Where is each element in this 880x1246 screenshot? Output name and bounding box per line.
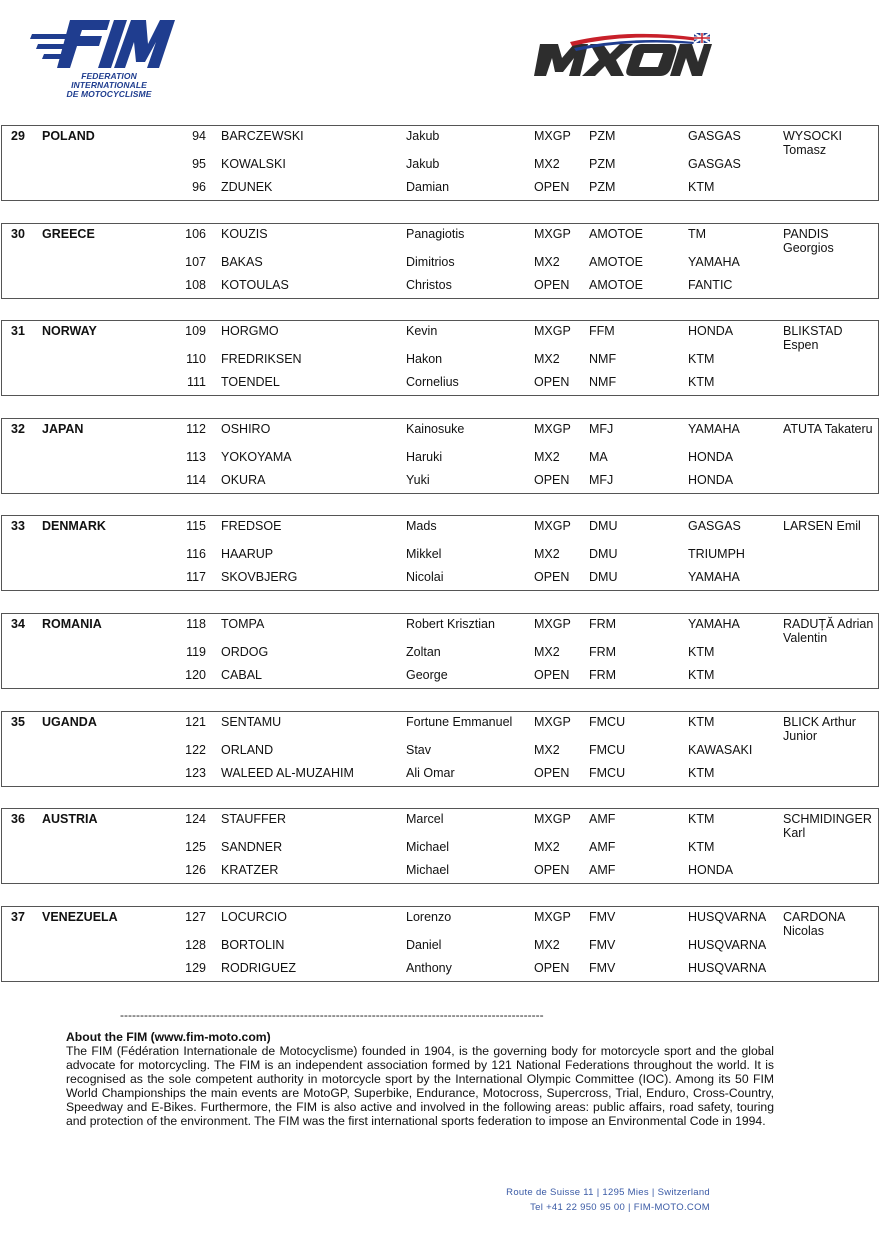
rider-class: OPEN [534,960,570,975]
rider-first-name: Mads [406,519,437,534]
rider-number: 112 [186,421,206,436]
rider-last-name: KOTOULAS [221,277,289,292]
rider-first-name: Mikkel [406,547,442,562]
rider-first-name: Zoltan [406,645,441,659]
rider-class: MX2 [534,742,560,757]
rider-first-name: Yuki [406,472,430,487]
rider-first-name: Michael [406,840,450,855]
rider-brand: YAMAHA [688,254,740,269]
rider-brand: TRIUMPH [688,547,745,562]
rider-number: 122 [185,742,206,757]
team-block [1,808,879,884]
rider-last-name: RODRIGUEZ [221,960,296,975]
rider-federation: FMV [589,909,616,924]
rider-brand: KTM [688,714,715,729]
rider-last-name: BAKAS [221,254,263,269]
rider-class: MXGP [534,129,571,143]
rider-class: MX2 [534,157,560,171]
team-block [1,906,879,982]
rider-number: 116 [186,547,206,562]
rider-class: OPEN [534,668,570,682]
rider-first-name: Jakub [406,157,440,171]
footer-address: Route de Suisse 11 | 1295 Mies | Switzerland [506,1187,710,1198]
team-block [1,418,879,494]
rider-first-name: Daniel [406,937,442,952]
rider-first-name: Ali Omar [406,765,455,780]
rider-class: OPEN [534,180,570,194]
rider-class: MXGP [534,519,571,534]
rider-last-name: SENTAMU [221,714,282,729]
rider-first-name: Fortune Emmanuel [406,714,513,729]
rider-last-name: HORGMO [221,324,279,339]
rider-first-name: Michael [406,863,450,878]
team-nation: GREECE [42,226,95,241]
rider-number: 110 [186,352,206,367]
rider-last-name: WALEED AL-MUZAHIM [221,765,354,780]
rider-brand: HONDA [688,863,734,878]
team-block [1,320,879,396]
team-manager: SCHMIDINGER Karl [783,812,872,841]
rider-federation: MA [589,449,608,464]
rider-first-name: Damian [406,180,450,194]
rider-federation: PZM [589,129,616,143]
rider-last-name: STAUFFER [221,812,287,827]
rider-brand: HUSQVARNA [688,960,767,975]
rider-first-name: Anthony [406,960,452,975]
rider-first-name: Dimitrios [406,254,455,269]
fim-subtitle-line2: DE MOTOCYCLISME [66,89,152,99]
rider-last-name: SANDNER [221,840,283,855]
rider-last-name: OSHIRO [221,421,271,436]
team-block [1,711,879,787]
page-footer [430,1185,710,1215]
rider-number: 126 [185,863,206,878]
rider-number: 127 [185,909,206,924]
rider-federation: AMOTOE [589,226,643,241]
team-nation: NORWAY [42,324,97,339]
rider-federation: FMCU [589,714,626,729]
team-manager: BLIKSTAD Espen [783,324,843,353]
about-title: About the FIM (www.fim-moto.com) [66,1030,271,1044]
rider-federation: NMF [589,375,617,390]
rider-last-name: KRATZER [221,863,279,878]
rider-number: 121 [185,714,206,729]
rider-first-name: Robert Krisztian [406,617,495,631]
rider-number: 124 [185,812,206,827]
rider-brand: GASGAS [688,157,741,171]
rider-last-name: KOUZIS [221,226,268,241]
rider-brand: FANTIC [688,277,733,292]
rider-first-name: Marcel [406,812,444,827]
rider-last-name: KOWALSKI [221,157,286,171]
rider-brand: KTM [688,840,715,855]
rider-first-name: Hakon [406,352,443,367]
rider-last-name: HAARUP [221,547,274,562]
rider-first-name: Lorenzo [406,909,452,924]
team-position: 31 [11,324,25,339]
rider-class: OPEN [534,375,570,390]
rider-brand: KTM [688,352,715,367]
rider-federation: FMV [589,960,616,975]
rider-federation: FFM [589,324,615,339]
rider-federation: AMF [589,840,616,855]
rider-number: 128 [185,937,206,952]
rider-number: 118 [186,617,206,631]
rider-class: MXGP [534,421,571,436]
rider-class: MXGP [534,714,571,729]
team-manager: RADUȚĂ Adrian Valentin [783,617,874,645]
rider-last-name: TOENDEL [221,375,280,390]
rider-class: MX2 [534,449,560,464]
rider-class: MX2 [534,254,560,269]
rider-federation: AMF [589,863,616,878]
rider-federation: DMU [589,547,618,562]
rider-first-name: George [406,668,448,682]
section-divider: ---------------------------------------------------------------------------------------------------------- [120,1008,544,1022]
rider-number: 109 [185,324,206,339]
fim-logo-mark [30,14,175,72]
rider-brand: KTM [688,645,715,659]
rider-first-name: Kevin [406,324,438,339]
rider-federation: PZM [589,157,616,171]
rider-last-name: SKOVBJERG [221,570,298,585]
mxon-logo [530,30,712,82]
rider-number: 111 [186,375,206,390]
rider-last-name: ZDUNEK [221,180,273,194]
rider-brand: YAMAHA [688,617,740,631]
rider-first-name: Jakub [406,129,440,143]
rider-class: MX2 [534,645,560,659]
fim-logo-subtitle [44,72,174,99]
rider-class: MXGP [534,617,571,631]
rider-class: OPEN [534,765,570,780]
rider-class: MX2 [534,352,560,367]
rider-class: MX2 [534,840,560,855]
team-block [1,515,879,591]
rider-number: 113 [186,449,206,464]
rider-brand: TM [688,226,707,241]
rider-class: OPEN [534,570,570,585]
rider-brand: HUSQVARNA [688,937,767,952]
footer-contact: Tel +41 22 950 95 00 | FIM-MOTO.COM [530,1202,710,1213]
rider-brand: YAMAHA [688,421,740,436]
team-manager: CARDONA Nicolas [783,909,845,938]
rider-federation: AMF [589,812,616,827]
team-nation: ROMANIA [42,617,102,631]
rider-brand: HONDA [688,449,734,464]
team-nation: UGANDA [42,714,97,729]
rider-class: MXGP [534,812,571,827]
fim-logo [30,14,175,99]
team-nation: AUSTRIA [42,812,98,827]
team-manager: BLICK Arthur Junior [783,714,856,743]
rider-number: 114 [186,472,206,487]
rider-number: 96 [192,180,206,194]
team-position: 37 [11,909,25,924]
rider-brand: KTM [688,765,715,780]
team-position: 32 [11,421,25,436]
team-manager: WYSOCKI Tomasz [783,129,843,157]
rider-first-name: Panagiotis [406,226,465,241]
rider-last-name: LOCURCIO [221,909,287,924]
rider-class: MXGP [534,909,571,924]
team-position: 29 [11,129,25,143]
team-nation: JAPAN [42,421,84,436]
rider-federation: FRM [589,617,617,631]
rider-class: OPEN [534,472,570,487]
rider-first-name: Stav [406,742,432,757]
rider-number: 119 [186,645,206,659]
rider-last-name: YOKOYAMA [221,449,292,464]
rider-brand: KTM [688,375,715,390]
rider-number: 117 [186,570,206,585]
rider-federation: FMCU [589,742,626,757]
rider-brand: GASGAS [688,519,741,534]
team-nation: DENMARK [42,519,106,534]
rider-class: MXGP [534,226,571,241]
rider-first-name: Haruki [406,449,443,464]
team-position: 33 [11,519,25,534]
about-section [66,1030,774,1128]
fim-subtitle-line1: FEDERATION INTERNATIONALE [71,71,147,90]
team-nation: POLAND [42,129,95,143]
rider-last-name: FREDRIKSEN [221,352,302,367]
team-position: 35 [11,714,25,729]
rider-federation: DMU [589,570,618,585]
rider-class: OPEN [534,863,570,878]
rider-class: MX2 [534,547,560,562]
rider-last-name: ORLAND [221,742,274,757]
team-position: 36 [11,812,25,827]
rider-class: OPEN [534,277,570,292]
rider-first-name: Christos [406,277,452,292]
team-block [1,125,879,201]
rider-brand: HONDA [688,472,734,487]
rider-last-name: BORTOLIN [221,937,285,952]
rider-brand: HUSQVARNA [688,909,767,924]
rider-federation: FMCU [589,765,626,780]
team-position: 30 [11,226,25,241]
team-manager: PANDIS Georgios [783,226,834,255]
rider-federation: FRM [589,645,617,659]
rider-federation: FMV [589,937,616,952]
rider-last-name: BARCZEWSKI [221,129,304,143]
rider-last-name: ORDOG [221,645,269,659]
rider-federation: AMOTOE [589,277,643,292]
rider-number: 115 [186,519,206,534]
rider-class: MX2 [534,937,560,952]
rider-number: 125 [185,840,206,855]
rider-brand: KTM [688,180,715,194]
rider-first-name: Nicolai [406,570,444,585]
rider-brand: YAMAHA [688,570,740,585]
rider-last-name: FREDSOE [221,519,282,534]
rider-class: MXGP [534,324,571,339]
rider-brand: KAWASAKI [688,742,753,757]
rider-federation: NMF [589,352,617,367]
team-position: 34 [11,617,25,631]
rider-brand: GASGAS [688,129,741,143]
rider-brand: HONDA [688,324,734,339]
rider-first-name: Kainosuke [406,421,465,436]
rider-federation: PZM [589,180,616,194]
team-block [1,223,879,299]
rider-number: 108 [185,277,206,292]
rider-federation: AMOTOE [589,254,643,269]
rider-last-name: TOMPA [221,617,265,631]
team-nation: VENEZUELA [42,909,118,924]
rider-number: 123 [185,765,206,780]
rider-number: 94 [192,129,206,143]
rider-last-name: OKURA [221,472,266,487]
rider-federation: DMU [589,519,618,534]
rider-number: 106 [185,226,206,241]
rider-brand: KTM [688,812,715,827]
page-header [0,0,880,110]
rider-number: 120 [185,668,206,682]
rider-first-name: Cornelius [406,375,459,390]
team-manager: ATUTA Takateru [783,421,873,436]
team-block [1,613,879,689]
rider-number: 95 [192,157,206,171]
about-body: The FIM (Fédération Internationale de Motocyclisme) founded in 1904, is the governing body for motorcycle sport and the global advocate for motorcycling. The FIM is an independent association formed by 121 National Federations throughout the world. It is recognised as the sole competent authority in motorcycle sport by the International Olympic Committee (IOC). Among its 50 FIM World Championships the main events are MotoGP, Superbike, Endurance, Motocross, Supercross, Trial, Enduro, Cross-Country, Speedway and E-Bikes. Furthermore, the FIM is also active and involved in the following areas: public affairs, road safety, touring and protection of the environment. The FIM was the first international sports federation to impose an Environmental Code in 1994. [66,1044,774,1128]
rider-federation: FRM [589,668,617,682]
rider-number: 129 [185,960,206,975]
rider-brand: KTM [688,668,715,682]
rider-federation: MFJ [589,472,614,487]
rider-last-name: CABAL [221,668,262,682]
rider-federation: MFJ [589,421,614,436]
rider-number: 107 [185,254,206,269]
team-manager: LARSEN Emil [783,519,861,534]
